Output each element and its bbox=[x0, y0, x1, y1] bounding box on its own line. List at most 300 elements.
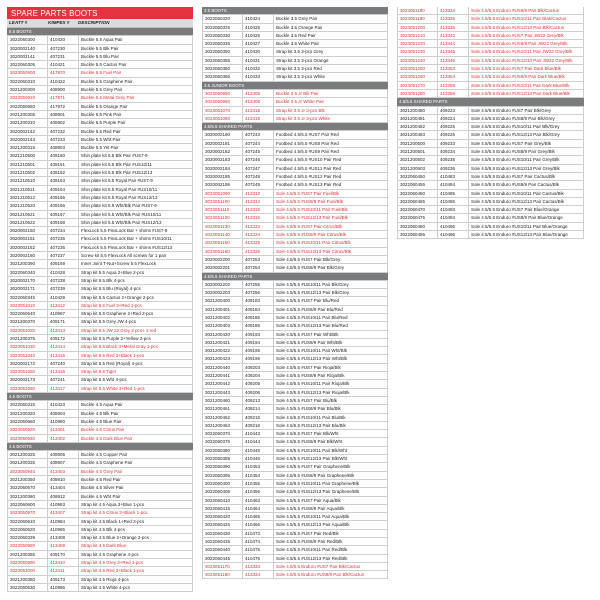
leatt-number: 3022060380 bbox=[203, 447, 243, 454]
section-header: 3.5 BOOTS bbox=[202, 7, 388, 15]
leatt-number: 3020002184 bbox=[203, 165, 243, 172]
kimpex-number: 413408 bbox=[48, 534, 79, 541]
header-description: DESCRIPTION bbox=[78, 20, 110, 25]
kimpex-number: 409223 bbox=[438, 107, 469, 114]
table-row bbox=[397, 82, 584, 90]
table-row bbox=[202, 397, 388, 405]
description: Strap kit 3.5 Jr 3-pcs White bbox=[276, 115, 331, 121]
table-row bbox=[7, 576, 193, 584]
kimpex-number: 410494 bbox=[438, 214, 469, 221]
leatt-number: 3020002170 bbox=[8, 277, 48, 284]
page-title: SPARE PARTS BOOTS bbox=[7, 7, 193, 19]
table-header bbox=[7, 19, 193, 28]
table-row bbox=[202, 198, 388, 206]
leatt-number: 3021200375 bbox=[8, 335, 48, 342]
kimpex-number: 409195 bbox=[243, 347, 274, 354]
table-row bbox=[202, 256, 388, 264]
leatt-number: 3021200350 bbox=[8, 476, 48, 483]
leatt-number: 3022060310 bbox=[8, 78, 48, 85]
table-row bbox=[202, 355, 388, 363]
description: Buckle 5.5 Pink Pair bbox=[81, 111, 122, 117]
kimpex-number: 407245 bbox=[243, 148, 274, 155]
table-body bbox=[202, 7, 388, 579]
table-row bbox=[202, 480, 388, 488]
leatt-number: 3023051160 bbox=[203, 248, 243, 255]
description: Strap kit 4.5 Dark Blue bbox=[81, 543, 127, 549]
kimpex-number: 407246 bbox=[243, 156, 274, 163]
table-row bbox=[7, 476, 193, 484]
table-row bbox=[202, 115, 388, 123]
kimpex-number: 413355 bbox=[438, 82, 469, 89]
table-row bbox=[202, 57, 388, 65]
kimpex-number: 409161 bbox=[48, 161, 79, 168]
leatt-number: 3020002141 bbox=[8, 53, 48, 60]
table-row bbox=[202, 214, 388, 222]
table-row bbox=[7, 53, 193, 61]
description: Buckle 4.5 Red Pair bbox=[81, 477, 121, 483]
leatt-number: 3021200500 bbox=[398, 140, 438, 147]
leatt-number: 3021200502 bbox=[398, 156, 438, 163]
leatt-number: 3022060670 bbox=[8, 484, 48, 491]
leatt-number: 3023050970 bbox=[8, 509, 48, 516]
description: Strap kit 5.5 Red (Royal) 4-pcs bbox=[81, 360, 143, 366]
leatt-number: 3022060485 bbox=[398, 231, 438, 238]
description: Strap kit 3.5 3-pcs White bbox=[276, 74, 326, 80]
kimpex-number: 409193 bbox=[243, 331, 274, 338]
leatt-number: 3023051170 bbox=[203, 563, 243, 570]
table-row bbox=[7, 285, 193, 293]
leatt-number: 3023051140 bbox=[203, 231, 243, 238]
leatt-number: 3021200503 bbox=[398, 165, 438, 172]
table-row bbox=[202, 190, 388, 198]
leatt-number: 3023050940 bbox=[8, 468, 48, 475]
kimpex-number: 408902 bbox=[48, 119, 79, 126]
leatt-number: 3022060430 bbox=[203, 530, 243, 537]
kimpex-number: 410465 bbox=[243, 513, 274, 520]
leatt-number: 3022060445 bbox=[203, 555, 243, 562]
leatt-number: 3023051270 bbox=[398, 82, 438, 89]
kimpex-number: 410983 bbox=[48, 501, 79, 508]
leatt-number: 3021200390 bbox=[8, 260, 48, 267]
description: FlexLock 5.5 FlexLock Bar + shims #US12/13 bbox=[81, 244, 173, 250]
leatt-number: 3020002183 bbox=[203, 156, 243, 163]
description: Sole 4.5/5.5 #US7 Pair Blk/Grey bbox=[276, 256, 341, 262]
kimpex-number: 409164 bbox=[48, 186, 79, 193]
description: Shin plate kit 5.5 Blk Pair #US7-9 bbox=[81, 153, 148, 159]
table-row bbox=[397, 7, 584, 15]
section-header: 4.5 BOOTS bbox=[7, 393, 193, 401]
description: Sole 4.5/5.5 Enduro #US8/9 Pair Blue/Orange bbox=[471, 215, 563, 221]
leatt-number: 3020002160 bbox=[8, 252, 48, 259]
table-row bbox=[7, 327, 193, 335]
table-row bbox=[202, 538, 388, 546]
description: Sole 4.5/5.5 Enduro #US12/13 Pair JW22 Grey/Blk bbox=[471, 57, 573, 63]
leatt-number: 3021200325 bbox=[8, 451, 48, 458]
kimpex-number: 410443 bbox=[243, 430, 274, 437]
table-row bbox=[7, 202, 193, 210]
table-row bbox=[7, 302, 193, 310]
table-row bbox=[202, 314, 388, 322]
leatt-number: 3020002171 bbox=[8, 285, 48, 292]
kimpex-number: 409225 bbox=[438, 123, 469, 130]
table-row bbox=[7, 410, 193, 418]
kimpex-number: 417970 bbox=[48, 69, 79, 76]
kimpex-number: 409234 bbox=[438, 148, 469, 155]
kimpex-number: 407230 bbox=[48, 45, 79, 52]
table-row bbox=[7, 78, 193, 86]
description: Strap kit 3.5 3-pcs Red bbox=[276, 66, 322, 72]
kimpex-number: 413416 bbox=[48, 368, 79, 375]
leatt-number: 3022060300 bbox=[8, 36, 48, 43]
table-row bbox=[202, 165, 388, 173]
table-row bbox=[7, 559, 193, 567]
description: Sole 4.5/5.5 Enduro #US7 Pair Blk/Grey bbox=[471, 107, 552, 113]
description: Sole 4.5/5.5 #US10/11 Pair Fuel/Blk bbox=[276, 207, 348, 213]
description: Sole 4.5/5.5 #US7 Pair Red/Blk bbox=[276, 530, 339, 536]
kimpex-number: 410431 bbox=[243, 57, 274, 64]
kimpex-number: 410424 bbox=[243, 15, 274, 22]
leatt-number: 3021200315 bbox=[8, 144, 48, 151]
table-row bbox=[7, 310, 193, 318]
kimpex-number: 407248 bbox=[243, 173, 274, 180]
description: Strap kit 4.5 Rioja 4-pcs bbox=[81, 576, 129, 582]
table-row bbox=[202, 140, 388, 148]
kimpex-number: 409168 bbox=[48, 219, 79, 226]
leatt-number: 3023050950 bbox=[203, 90, 243, 97]
kimpex-number: 410430 bbox=[243, 48, 274, 55]
description: Buckle 5.5 Blk Pair bbox=[81, 45, 119, 51]
kimpex-number: 410483 bbox=[438, 173, 469, 180]
leatt-number: 3021200370 bbox=[8, 318, 48, 325]
description: Sole 4.5/5.5 #US7 Pair Rioja/Blk bbox=[276, 364, 341, 370]
table-row bbox=[7, 235, 193, 243]
description: Buckle 5.5 Graphene Pair bbox=[81, 78, 133, 84]
description: Strap kit 5.5 Wht 4-pcs bbox=[81, 377, 127, 383]
table-row bbox=[202, 156, 388, 164]
table-row bbox=[7, 493, 193, 501]
kimpex-number: 417972 bbox=[48, 103, 79, 110]
leatt-number: 3020002181 bbox=[203, 140, 243, 147]
kimpex-number: 410473 bbox=[243, 530, 274, 537]
leatt-number: 3021200463 bbox=[203, 422, 243, 429]
kimpex-number: 407236 bbox=[48, 244, 79, 251]
leatt-number: 3021210511 bbox=[8, 186, 48, 193]
table-row bbox=[202, 65, 388, 73]
table-row bbox=[202, 231, 388, 239]
table-row bbox=[397, 115, 584, 123]
description: Footbed 4.5/5.5 #US10 Pair Red bbox=[276, 157, 342, 163]
description: Sole 4.5/5.5 #US7 Pair Blu/Blk bbox=[276, 397, 338, 403]
description: Buckle 4.5 Dark Blue Pair bbox=[81, 435, 133, 441]
description: Sole 4.5/5.5 #US8/9 Pair Blu/Blk bbox=[276, 406, 341, 412]
kimpex-number: 413343 bbox=[438, 32, 469, 39]
table-row bbox=[202, 546, 388, 554]
description: Strap kit 4.5 Aqua 3+Blue 1-pcs bbox=[81, 501, 145, 507]
kimpex-number: 410474 bbox=[243, 538, 274, 545]
leatt-number: 3022060390 bbox=[203, 463, 243, 470]
leatt-number: 3022060410 bbox=[203, 497, 243, 504]
table-row bbox=[202, 281, 388, 289]
leatt-number: 3022060610 bbox=[8, 518, 48, 525]
description: Buckle 5.5 Wht Pair bbox=[81, 136, 121, 142]
kimpex-number: 410463 bbox=[243, 497, 274, 504]
table-row bbox=[202, 497, 388, 505]
description: Strap kit 5.5 JW 22 Grey 3 pcs+ 1 red bbox=[81, 327, 157, 333]
kimpex-number: 409169 bbox=[48, 260, 79, 267]
leatt-number: 3023050910 bbox=[8, 94, 48, 101]
leatt-number: 3023051110 bbox=[203, 206, 243, 213]
table-row bbox=[397, 198, 584, 206]
leatt-number: 3021200440 bbox=[203, 364, 243, 371]
parts-table-column-2 bbox=[202, 7, 388, 579]
table-row bbox=[7, 526, 193, 534]
table-row bbox=[202, 339, 388, 347]
kimpex-number: 413419 bbox=[243, 115, 274, 122]
table-row bbox=[202, 206, 388, 214]
leatt-number: 3021200423 bbox=[203, 355, 243, 362]
leatt-number: 3023051200 bbox=[398, 24, 438, 31]
leatt-number: 3022060640 bbox=[8, 310, 48, 317]
leatt-number: 3021210501 bbox=[8, 161, 48, 168]
kimpex-number: 417971 bbox=[48, 94, 79, 101]
leatt-number: 3023050920 bbox=[8, 426, 48, 433]
kimpex-number: 409165 bbox=[48, 194, 79, 201]
table-row bbox=[7, 186, 193, 194]
leatt-number: 3021200400 bbox=[203, 297, 243, 304]
table-row bbox=[397, 131, 584, 139]
description: Strap kit 5.5 Grey JW 4-pcs bbox=[81, 319, 137, 325]
table-row bbox=[397, 24, 584, 32]
kimpex-number: 410485 bbox=[438, 190, 469, 197]
table-row bbox=[7, 111, 193, 119]
leatt-number: 3021200320 bbox=[8, 410, 48, 417]
table-row bbox=[7, 69, 193, 77]
description: Sole 4.5/5.5 Enduro #US7 Pair Blue/Orange bbox=[471, 207, 560, 213]
leatt-number: 3022060435 bbox=[203, 538, 243, 545]
kimpex-number: 409166 bbox=[48, 202, 79, 209]
description: Buckle 3.5 White Pair bbox=[276, 41, 320, 47]
description: Sole 4.5/5.5 #US7 Pair Citrus/Blk bbox=[276, 223, 343, 229]
kimpex-number: 413314 bbox=[243, 198, 274, 205]
kimpex-number: 409194 bbox=[243, 339, 274, 346]
section-header: 3.5 JUNIOR BOOTS bbox=[202, 82, 388, 90]
kimpex-number: 413402 bbox=[48, 435, 79, 442]
kimpex-number: 413356 bbox=[438, 90, 469, 97]
table-row bbox=[397, 148, 584, 156]
table-row bbox=[7, 435, 193, 443]
leatt-number: 3023051260 bbox=[398, 73, 438, 80]
description: Buckle 4.5 Grey Pair bbox=[81, 468, 123, 474]
description: Shin plate kit 5.5 Royal Pair #US12/13 bbox=[81, 194, 158, 200]
table-row bbox=[202, 306, 388, 314]
kimpex-number: 410455 bbox=[243, 480, 274, 487]
description: Sole 4.5/5.5 #US10/11 Pair Wht/Blk bbox=[276, 348, 347, 354]
table-row bbox=[7, 518, 193, 526]
leatt-number: 3021210521 bbox=[8, 211, 48, 218]
table-row bbox=[202, 131, 388, 139]
table-row bbox=[202, 48, 388, 56]
kimpex-number: 407241 bbox=[48, 376, 79, 383]
kimpex-number: 413334 bbox=[438, 7, 469, 14]
description: Strap kit 3.5 Jr 3-pcs Blk bbox=[276, 107, 325, 113]
leatt-number: 3020002200 bbox=[203, 256, 243, 263]
kimpex-number: 409235 bbox=[438, 156, 469, 163]
table-row bbox=[202, 488, 388, 496]
description: Sole 4.5/5.5 Enduro #US8/9 Pair Grey/Blk bbox=[471, 149, 555, 155]
table-row bbox=[202, 530, 388, 538]
description: Sole 4.5/5.5 Enduro #US8/9 Pair JW22 Grey/Blk bbox=[471, 41, 568, 47]
kimpex-number: 409173 bbox=[48, 576, 79, 583]
description: Strap kit 4.5 Grey 3+Red 1-pcs bbox=[81, 560, 143, 565]
leatt-number: 3020002142 bbox=[8, 128, 48, 135]
table-row bbox=[7, 144, 193, 152]
kimpex-number: 410456 bbox=[243, 488, 274, 495]
leatt-number: 3022060400 bbox=[203, 480, 243, 487]
leatt-number: 3022060465 bbox=[398, 198, 438, 205]
leatt-number: 3023051130 bbox=[203, 223, 243, 230]
table-row bbox=[7, 119, 193, 127]
leatt-number: 3021200401 bbox=[203, 306, 243, 313]
table-row bbox=[397, 181, 584, 189]
table-row bbox=[397, 48, 584, 56]
leatt-number: 3021200461 bbox=[203, 405, 243, 412]
kimpex-number: 410987 bbox=[48, 310, 79, 317]
leatt-number: 3022060395 bbox=[203, 472, 243, 479]
table-row bbox=[7, 459, 193, 467]
table-row bbox=[7, 584, 193, 592]
description: Footbed 4.5/5.5 #US8 Pair Red bbox=[276, 140, 339, 146]
table-row bbox=[7, 542, 193, 550]
kimpex-number: 410980 bbox=[48, 418, 79, 425]
description: Strap kit 5.5 Fuel 3+Red 1-pcs bbox=[81, 302, 142, 308]
kimpex-number: 413336 bbox=[438, 24, 469, 31]
table-row bbox=[202, 430, 388, 438]
leatt-number: 3022060480 bbox=[398, 223, 438, 230]
description: Sole 4.5/5.5 #US10/11 Pair Aqua/Blk bbox=[276, 514, 350, 520]
kimpex-number: 410475 bbox=[243, 546, 274, 553]
description: Shin plate kit 5.5 Wht/Blk Pair #US12/13 bbox=[81, 219, 162, 225]
table-row bbox=[202, 513, 388, 521]
kimpex-number: 413401 bbox=[48, 426, 79, 433]
table-row bbox=[202, 73, 388, 81]
table-row bbox=[202, 248, 388, 256]
kimpex-number: 413415 bbox=[48, 352, 79, 359]
kimpex-number: 409205 bbox=[243, 380, 274, 387]
description: Buckle 5.5 Red Pair bbox=[81, 128, 121, 134]
description: Footbed 4.5/5.5 #US7 Pair Red bbox=[276, 132, 339, 138]
table-row bbox=[397, 90, 584, 98]
kimpex-number: 410476 bbox=[243, 555, 274, 562]
kimpex-number: 413325 bbox=[243, 239, 274, 246]
kimpex-number: 410464 bbox=[243, 505, 274, 512]
table-row bbox=[7, 484, 193, 492]
description: Buckle 3.5 Red Pair bbox=[276, 32, 316, 38]
table-row bbox=[202, 438, 388, 446]
leatt-number: 3022060345 bbox=[8, 294, 48, 301]
table-row bbox=[202, 239, 388, 247]
table-row bbox=[7, 177, 193, 185]
leatt-number: 3021200420 bbox=[203, 331, 243, 338]
description: Sole 4.5/5.5 #US7 Pair Blk/Wht bbox=[276, 431, 339, 437]
kimpex-number: 409162 bbox=[48, 169, 79, 176]
kimpex-number: 410445 bbox=[243, 447, 274, 454]
leatt-number: 3021210500 bbox=[8, 152, 48, 159]
leatt-number: 3021200421 bbox=[203, 339, 243, 346]
table-row bbox=[202, 148, 388, 156]
table-row bbox=[7, 551, 193, 559]
leatt-number: 3023050990 bbox=[8, 559, 48, 566]
kimpex-number: 407240 bbox=[48, 360, 79, 367]
table-row bbox=[397, 231, 584, 239]
leatt-number: 3022060470 bbox=[398, 206, 438, 213]
description: Sole 4.5/5.5 Enduro #US8/9 Pair Dark Blue/Blk bbox=[471, 74, 565, 80]
leatt-number: 3023050930 bbox=[8, 435, 48, 442]
description: Strap kit 5.5 Black 3+Metal Gray 1-pcs bbox=[81, 344, 158, 350]
kimpex-number: 409167 bbox=[48, 211, 79, 218]
description: Sole 4.5/5.5 Enduro #US7 Pair Cactus/Blk bbox=[471, 173, 556, 179]
description: Sole 4.5/5.5 #US12/13 Pair Aqua/Blk bbox=[276, 522, 350, 528]
table-row bbox=[7, 45, 193, 53]
table-row bbox=[7, 161, 193, 169]
table-row bbox=[202, 463, 388, 471]
description: Sole 4.5/5.5 Enduro #US10/11 Pair Dark Blue/Blk bbox=[471, 82, 570, 88]
leatt-number: 3023051150 bbox=[203, 239, 243, 246]
kimpex-number: 410444 bbox=[243, 438, 274, 445]
description: Sole 4.5/5.5 Enduro #US10/11 Pair JW22 Grey/Blk bbox=[471, 49, 573, 55]
leatt-number: 3023051060 bbox=[8, 385, 48, 392]
table-row bbox=[7, 451, 193, 459]
description: Shin plate kit 5.5 Wht/Blk Pair #US10/11 bbox=[81, 211, 162, 217]
section-header: 4.5 BOOTS bbox=[7, 443, 193, 451]
kimpex-number: 409206 bbox=[243, 389, 274, 396]
table-row bbox=[202, 32, 388, 40]
description: Buckle 4.5 Silver Pair bbox=[81, 485, 124, 491]
kimpex-number: 410495 bbox=[438, 223, 469, 230]
leatt-number: 3023051120 bbox=[203, 214, 243, 221]
kimpex-number: 409216 bbox=[243, 422, 274, 429]
table-row bbox=[7, 128, 193, 136]
kimpex-number: 409224 bbox=[438, 115, 469, 122]
leatt-number: 3022060315 bbox=[8, 401, 48, 408]
description: Strap kit 4.5 Blue 2+Orange 2-pcs bbox=[81, 535, 149, 541]
kimpex-number: 413410 bbox=[48, 559, 79, 566]
table-row bbox=[202, 571, 388, 579]
description: Strap kit 5.5 Graphene 2+Red 2-pcs bbox=[81, 311, 154, 317]
description: Strap kit 5.5 Purple 2+Yellow 2-pcs bbox=[81, 335, 151, 341]
kimpex-number: 410433 bbox=[243, 73, 274, 80]
leatt-number: 3020002202 bbox=[203, 281, 243, 288]
description: Sole 4.5/5.5 Enduro #US12/13 Pair Blk/Grey bbox=[471, 132, 560, 138]
kimpex-number: 409163 bbox=[48, 177, 79, 184]
kimpex-number: 409213 bbox=[243, 397, 274, 404]
kimpex-number: 407255 bbox=[243, 281, 274, 288]
leatt-number: 3022060305 bbox=[8, 61, 48, 68]
leatt-number: 3023051010 bbox=[8, 302, 48, 309]
description: Footbed 4.5/5.5 #US12 Pair Red bbox=[276, 173, 342, 179]
description: Strap kit 4.5 Blk 4-pcs bbox=[81, 526, 125, 532]
leatt-number: 3023051220 bbox=[398, 40, 438, 47]
kimpex-number: 413418 bbox=[243, 107, 274, 114]
table-row bbox=[7, 152, 193, 160]
kimpex-number: 413404 bbox=[48, 484, 79, 491]
description: Sole 4.5/5.5 #US10/11 Pair Blu/Blk bbox=[276, 414, 346, 420]
description: Sole 4.5/5.5 #US10/11 Pair Blk/Grey bbox=[276, 281, 349, 287]
leatt-number: 3021200480 bbox=[398, 107, 438, 114]
description: Sole 4.5/5.5 #US8/9 Pair Citrus/Blk bbox=[276, 232, 347, 238]
leatt-number: 3022060455 bbox=[398, 181, 438, 188]
description: Strap kit 4.5 Citrus 3+Black 1-pcs bbox=[81, 510, 148, 516]
leatt-number: 3021200335 bbox=[8, 459, 48, 466]
